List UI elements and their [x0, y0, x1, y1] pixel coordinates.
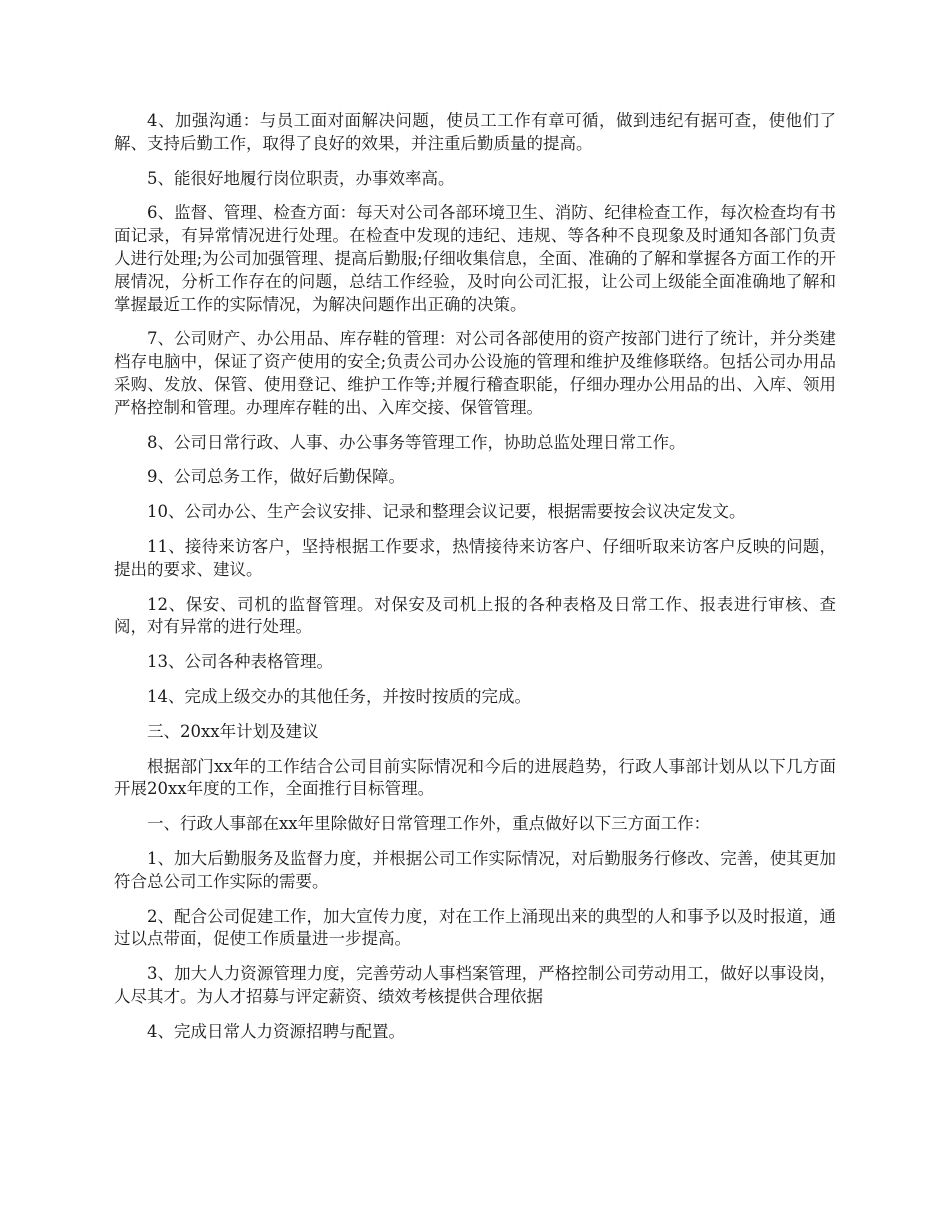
- paragraph-plan-focus: 一、行政人事部在xx年里除做好日常管理工作外，重点做好以下三方面工作：: [147, 814, 711, 834]
- document-body: [114, 110, 836, 1056]
- paragraph-item-11-visitors: 11、接待来访客户，坚持根据工作要求，热情接待来访客户、仔细听取来访客户反映的问题，提出的要求、建议。: [114, 536, 836, 579]
- section-heading-plan: 三、20xx年计划及建议: [147, 721, 319, 741]
- paragraph-item-5-duties: 5、能很好地履行岗位职责，办事效率高。: [147, 168, 455, 188]
- paragraph-item-14-other-tasks: 14、完成上级交办的其他任务，并按时按质的完成。: [147, 686, 531, 706]
- paragraph-plan-item-4: 4、完成日常人力资源招聘与配置。: [147, 1021, 405, 1041]
- paragraph-item-10-meetings: 10、公司办公、生产会议安排、记录和整理会议记要，根据需要按会议决定发文。: [147, 502, 746, 522]
- paragraph-plan-item-3: 3、加大人力资源管理力度，完善劳动人事档案管理，严格控制公司劳动用工，做好以事设岗，人尽其才。为人才招募与评定薪资、绩效考核提供合理依据: [114, 964, 836, 1006]
- paragraph-item-12-security: 12、保安、司机的监督管理。对保安及司机上报的各种表格及日常工作、报表进行审核、查阅，对有异常的进行处理。: [114, 594, 836, 637]
- paragraph-item-13-forms: 13、公司各种表格管理。: [147, 652, 333, 672]
- paragraph-plan-item-2: 2、配合公司促建工作，加大宣传力度，对在工作上涌现出来的典型的人和事予以及时报道，通过以点带面，促使工作质量进一步提高。: [114, 906, 836, 949]
- paragraph-item-9-general-affairs: 9、公司总务工作，做好后勤保障。: [147, 467, 405, 487]
- paragraph-item-4-communication: 4、加强沟通：与员工面对面解决问题，使员工工作有章可循，做到违纪有据可查，使他们了解、支持后勤工作，取得了良好的效果，并注重后勤质量的提高。: [114, 111, 836, 153]
- paragraph-plan-intro: 根据部门xx年的工作结合公司目前实际情况和今后的进展趋势，行政人事部计划从以下几方面开展20xx年度的工作，全面推行目标管理。: [114, 756, 836, 799]
- paragraph-plan-item-1: 1、加大后勤服务及监督力度，并根据公司工作实际情况，对后勤服务行修改、完善，使其更加符合总公司工作实际的需要。: [114, 848, 836, 891]
- paragraph-item-6-supervision: 6、监督、管理、检查方面：每天对公司各部环境卫生、消防、纪律检查工作，每次检查均有书面记录，有异常情况进行处理。在检查中发现的违纪、违规、等各种不良现象及时通知各部门负责人进行处理;为公司加强管理、提高后勤服;仔细收集信息，全面、准确的了解和掌握各方面工作的开展情况，分析工作存在的问题，总结工作经验，及时向公司汇报，让公司上级能全面准确地了解和掌握最近工作的实际情况，为解决问题作出正确的决策。: [114, 203, 836, 314]
- paragraph-item-8-admin: 8、公司日常行政、人事、办公事务等管理工作，协助总监处理日常工作。: [147, 432, 686, 452]
- paragraph-item-7-assets: 7、公司财产、办公用品、库存鞋的管理：对公司各部使用的资产按部门进行了统计，并分类建档存电脑中，保证了资产使用的安全;负责公司办公设施的管理和维护及维修联络。包括公司办用品采购、发放、保管、使用登记、维护工作等;并履行稽查职能，仔细办理办公用品的出、入库、领用严格控制和管理。办理库存鞋的出、入库交接、保管管理。: [114, 329, 836, 417]
